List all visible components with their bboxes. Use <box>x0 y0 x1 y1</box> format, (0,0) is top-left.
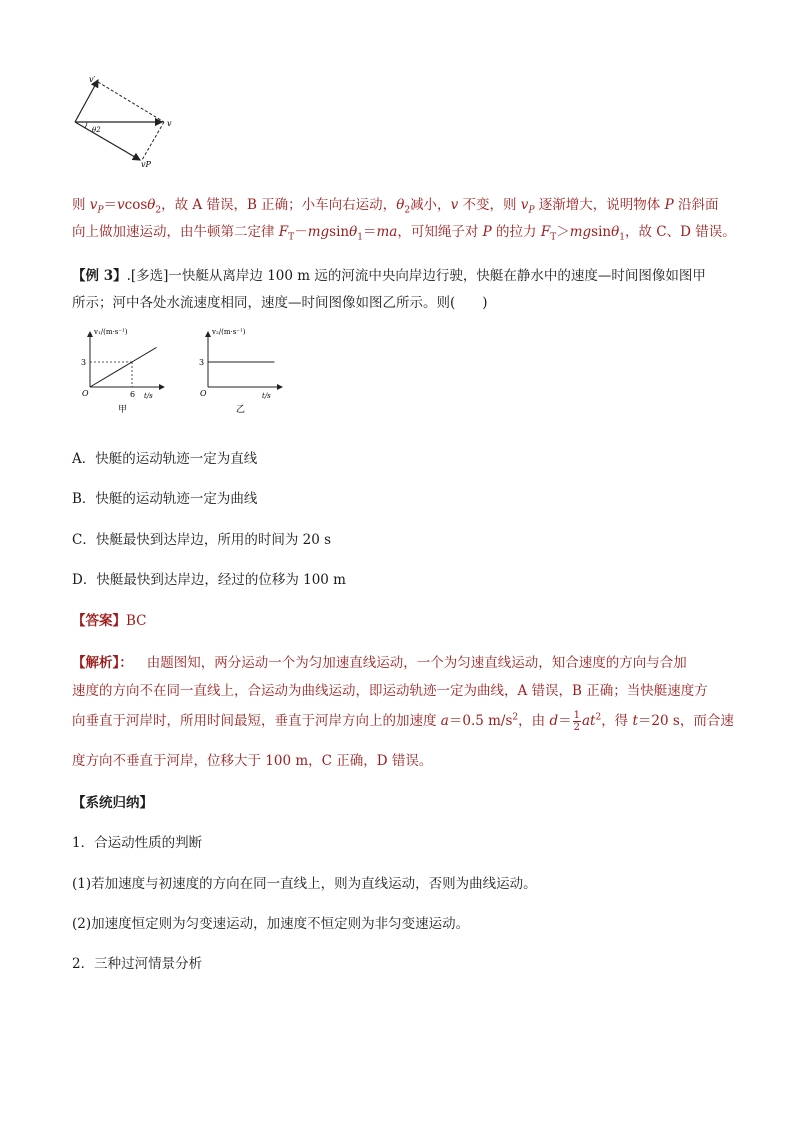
analysis-line-1: 【解析】： 由题图知，两分运动一个为匀加速直线运动，一个为匀速直线运动，知合速度的方向与合加 <box>72 655 687 671</box>
answer-line <box>72 609 147 629</box>
label-v: v <box>167 119 172 128</box>
analysis-label: 【解析】： <box>72 655 133 671</box>
chart-yi-xlabel: t/s <box>262 392 271 400</box>
analysis-line-2: 速度的方向不在同一直线上，合运动为曲线运动，即运动轨迹一定为曲线，A 错误，B 正确；当快艇速度方 <box>72 683 708 699</box>
chart-jia-origin: O <box>82 389 89 398</box>
option-b: B．快艇的运动轨迹一定为曲线 <box>72 491 258 507</box>
theta-arc <box>85 122 87 128</box>
option-a: A．快艇的运动轨迹一定为直线 <box>72 451 258 467</box>
label-vp: vP <box>141 160 151 169</box>
chart-jia-caption: 甲 <box>118 405 128 415</box>
chart-yi <box>196 324 296 416</box>
example-label: 【例 3】 <box>72 268 127 284</box>
prev-analysis-line-1: 则 $v_P=vcos\theta_2$，故 A 错误，B 正确；小车向右运动，$\theta_2$减小，v 不变，则 $v_P$ 逐渐增大，说明物体 P 沿斜面 <box>72 197 719 216</box>
velocity-vector-diagram <box>70 72 185 172</box>
chart-jia <box>78 324 178 416</box>
chart-yi-ylabel: v₂/(m·s⁻¹) <box>212 328 246 336</box>
summary-item-2: 2．三种过河情景分析 <box>72 956 203 972</box>
example-text-line-2: 所示；河中各处水流速度相同，速度—时间图像如图乙所示。则( ) <box>72 295 488 311</box>
chart-jia-tick-y: 3 <box>81 358 87 367</box>
fraction-half: $\frac{1}{2}$ <box>573 710 580 733</box>
chart-yi-tick-y: 3 <box>199 358 205 367</box>
chart-jia-tick-x: 6 <box>130 390 136 399</box>
summary-item-1: 1．合运动性质的判断 <box>72 835 203 851</box>
v-prime-arrow <box>75 80 98 122</box>
chart-jia-series-line <box>90 347 157 387</box>
answer-label: 【答案】 <box>72 613 126 629</box>
summary-item-1b: (2)加速度恒定则为匀变速运动，加速度不恒定则为非匀变速运动。 <box>72 916 470 932</box>
example-text-line-1: 【例 3】.[多选]一快艇从离岸边 100 m 远的河流中央向岸边行驶，快艇在静水中的速度—时间图像如图甲 <box>72 268 706 284</box>
chart-jia-ylabel: v₁/(m·s⁻¹) <box>94 328 128 336</box>
label-theta2: θ2 <box>92 126 101 134</box>
answer-value: BC <box>126 613 147 629</box>
analysis-line-3: 向垂直于河岸时，所用时间最短，垂直于河岸方向上的加速度 a＝0.5 $m/s^2$，由 d＝ $\frac{1}{2}$ $at^2$，得 t＝20 s，而合速 <box>72 710 734 733</box>
option-d: D．快艇最快到达岸边，经过的位移为 100 m <box>72 572 346 588</box>
label-v-prime: v′ <box>89 75 96 84</box>
summary-heading: 【系统归纳】 <box>72 795 153 811</box>
option-c: C．快艇最快到达岸边，所用的时间为 20 s <box>72 532 332 548</box>
dashed-line-bottom <box>142 122 164 160</box>
chart-jia-xlabel: t/s <box>144 392 153 400</box>
dashed-line-top <box>98 82 164 122</box>
prev-analysis-line-2: 向上做加速运动，由牛顿第二定律 $F_T-mgsin\theta_1=ma$，可知绳子对 P 的拉力 $F_T>mgsin\theta_1$，故 C、D 错误。 <box>72 224 736 243</box>
chart-yi-caption: 乙 <box>236 405 246 415</box>
chart-yi-origin: O <box>200 389 207 398</box>
summary-item-1a: (1)若加速度与初速度的方向在同一直线上，则为直线运动，否则为曲线运动。 <box>72 876 537 892</box>
analysis-line-4: 度方向不垂直于河岸，位移大于 100 m，C 正确，D 错误。 <box>72 753 433 769</box>
